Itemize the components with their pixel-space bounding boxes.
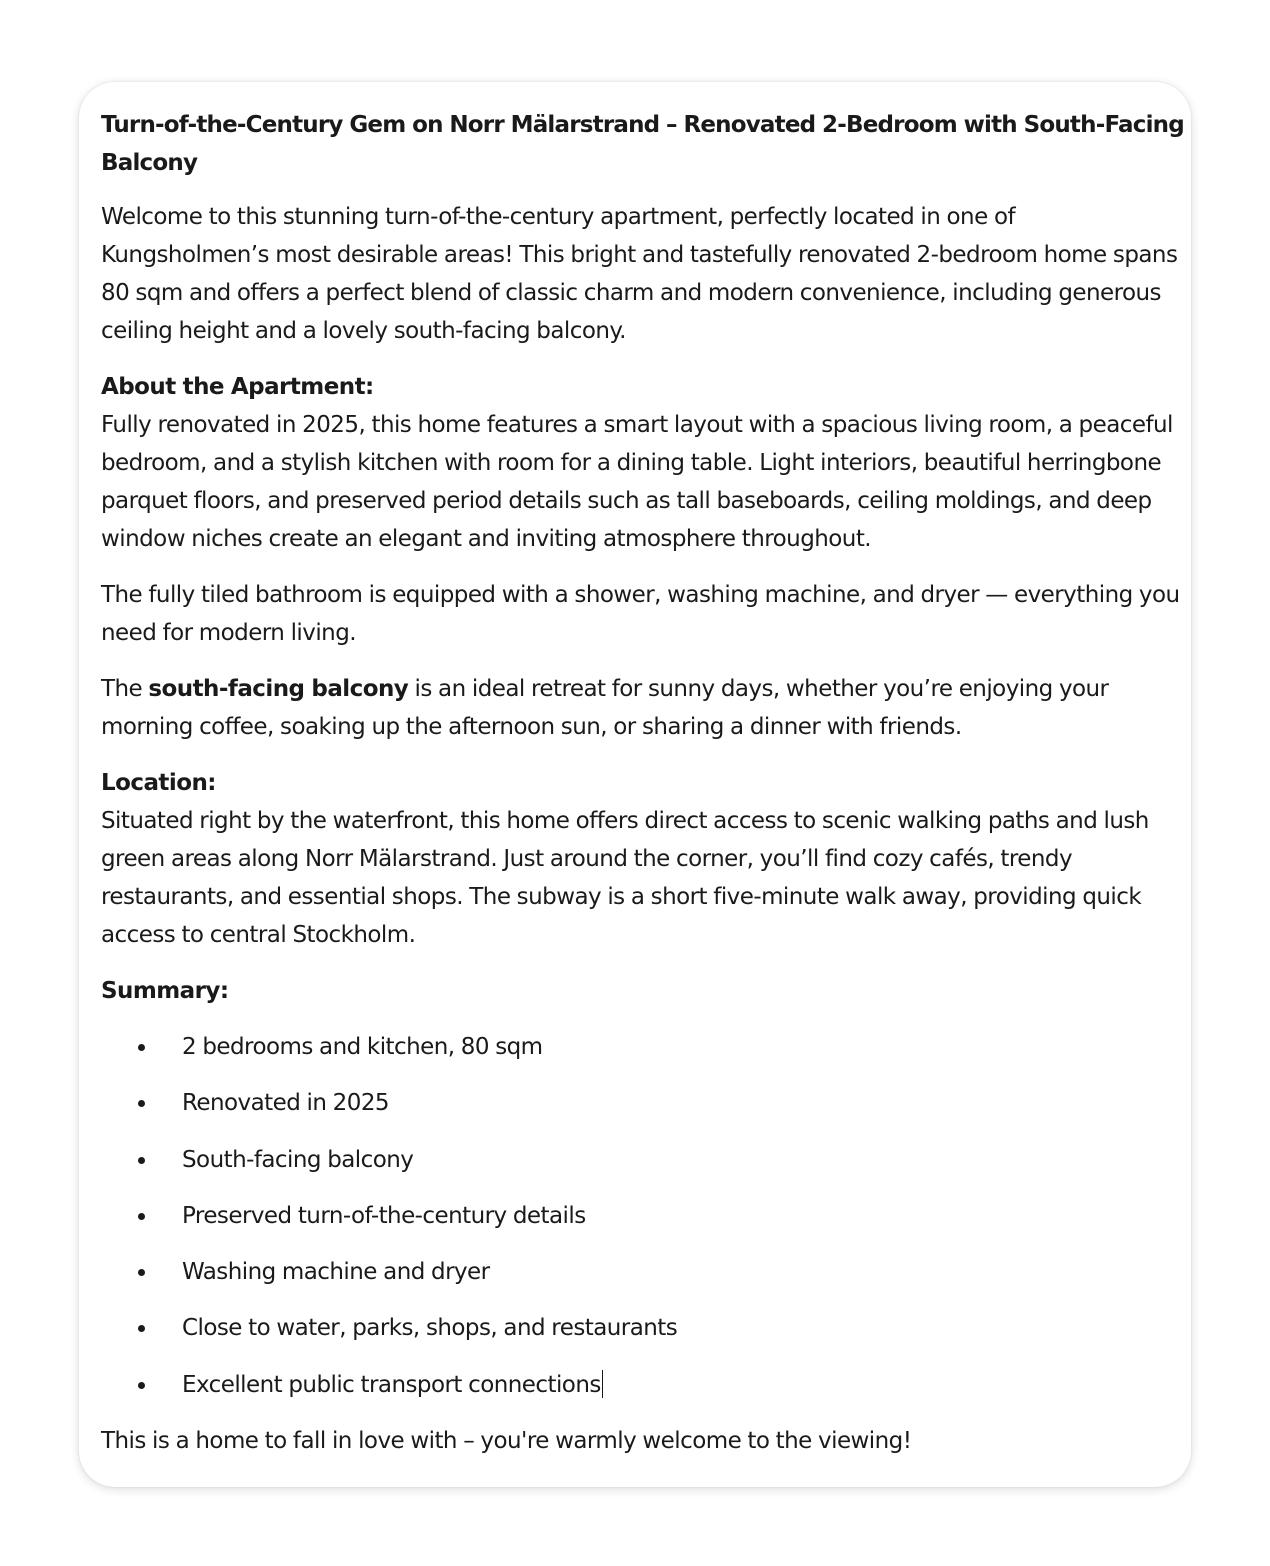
balcony-suffix: is an ideal retreat for sunny days, whether you’re enjoying your morning coffee, soaking up the afternoon sun, or sharing a dinner with friends. (101, 676, 1109, 740)
list-item-text: Preserved turn-of-the-century details (182, 1202, 586, 1229)
bullet-icon (138, 1325, 145, 1332)
document-editor[interactable] (101, 106, 1186, 1460)
list-item (101, 1253, 1186, 1291)
list-item (101, 1366, 1186, 1404)
list-item-text: Renovated in 2025 (182, 1090, 389, 1117)
about-heading: About the Apartment: (101, 374, 374, 400)
list-item (101, 1084, 1186, 1122)
summary-heading: Summary: (101, 978, 229, 1004)
list-item (101, 1028, 1186, 1066)
intro-paragraph: Welcome to this stunning turn-of-the-century apartment, perfectly located in one of Kungsholmen’s most desirable areas! This bright and tastefully renovated 2-bedroom home spans 80 sqm and offers a perfect blend of classic charm and modern convenience, including generous ceiling height and a lovely south-facing balcony. (101, 204, 1178, 344)
list-item-text: Close to water, parks, shops, and restaurants (182, 1315, 678, 1342)
list-item (101, 1197, 1186, 1235)
list-item-text: South-facing balcony (182, 1146, 414, 1173)
list-item-text: Washing machine and dryer (182, 1259, 490, 1286)
about-paragraph: Fully renovated in 2025, this home features a smart layout with a spacious living room, a peaceful bedroom, and a stylish kitchen with room for a dining table. Light interiors, beautiful herringbone parquet floors, and preserved period details such as tall baseboards, ceiling moldings, and deep window niches create an elegant and inviting atmosphere throughout. (101, 412, 1173, 552)
bathroom-paragraph: The fully tiled bathroom is equipped with a shower, washing machine, and dryer — everything you need for modern living. (101, 582, 1180, 646)
location-paragraph: Situated right by the waterfront, this home offers direct access to scenic walking paths and lush green areas along Norr Mälarstrand. Just around the corner, you’ll find cozy cafés, trendy restaurants, and essential shops. The subway is a short five-minute walk away, providing quick access to central Stockholm. (101, 808, 1149, 948)
bullet-icon (138, 1269, 145, 1276)
balcony-paragraph (101, 670, 1186, 746)
list-item-text: Excellent public transport connections (182, 1371, 601, 1398)
bullet-icon (138, 1044, 145, 1051)
document-title: Turn-of-the-Century Gem on Norr Mälarstrand – Renovated 2-Bedroom with South-Facing Balcony (101, 112, 1184, 176)
closing-paragraph: This is a home to fall in love with – you're warmly welcome to the viewing! (101, 1428, 912, 1455)
summary-list (101, 1028, 1186, 1404)
location-heading: Location: (101, 770, 216, 796)
balcony-prefix: The (101, 676, 149, 702)
bullet-icon (138, 1157, 145, 1164)
bullet-icon (138, 1213, 145, 1220)
about-section (101, 368, 1186, 558)
bullet-icon (138, 1100, 145, 1107)
list-item (101, 1141, 1186, 1179)
balcony-bold-text: south-facing balcony (148, 676, 409, 702)
list-item (101, 1309, 1186, 1347)
text-cursor (602, 1370, 604, 1398)
location-section (101, 764, 1186, 954)
list-item-text: 2 bedrooms and kitchen, 80 sqm (182, 1034, 543, 1060)
bullet-icon (138, 1382, 145, 1389)
document-card (79, 82, 1191, 1487)
